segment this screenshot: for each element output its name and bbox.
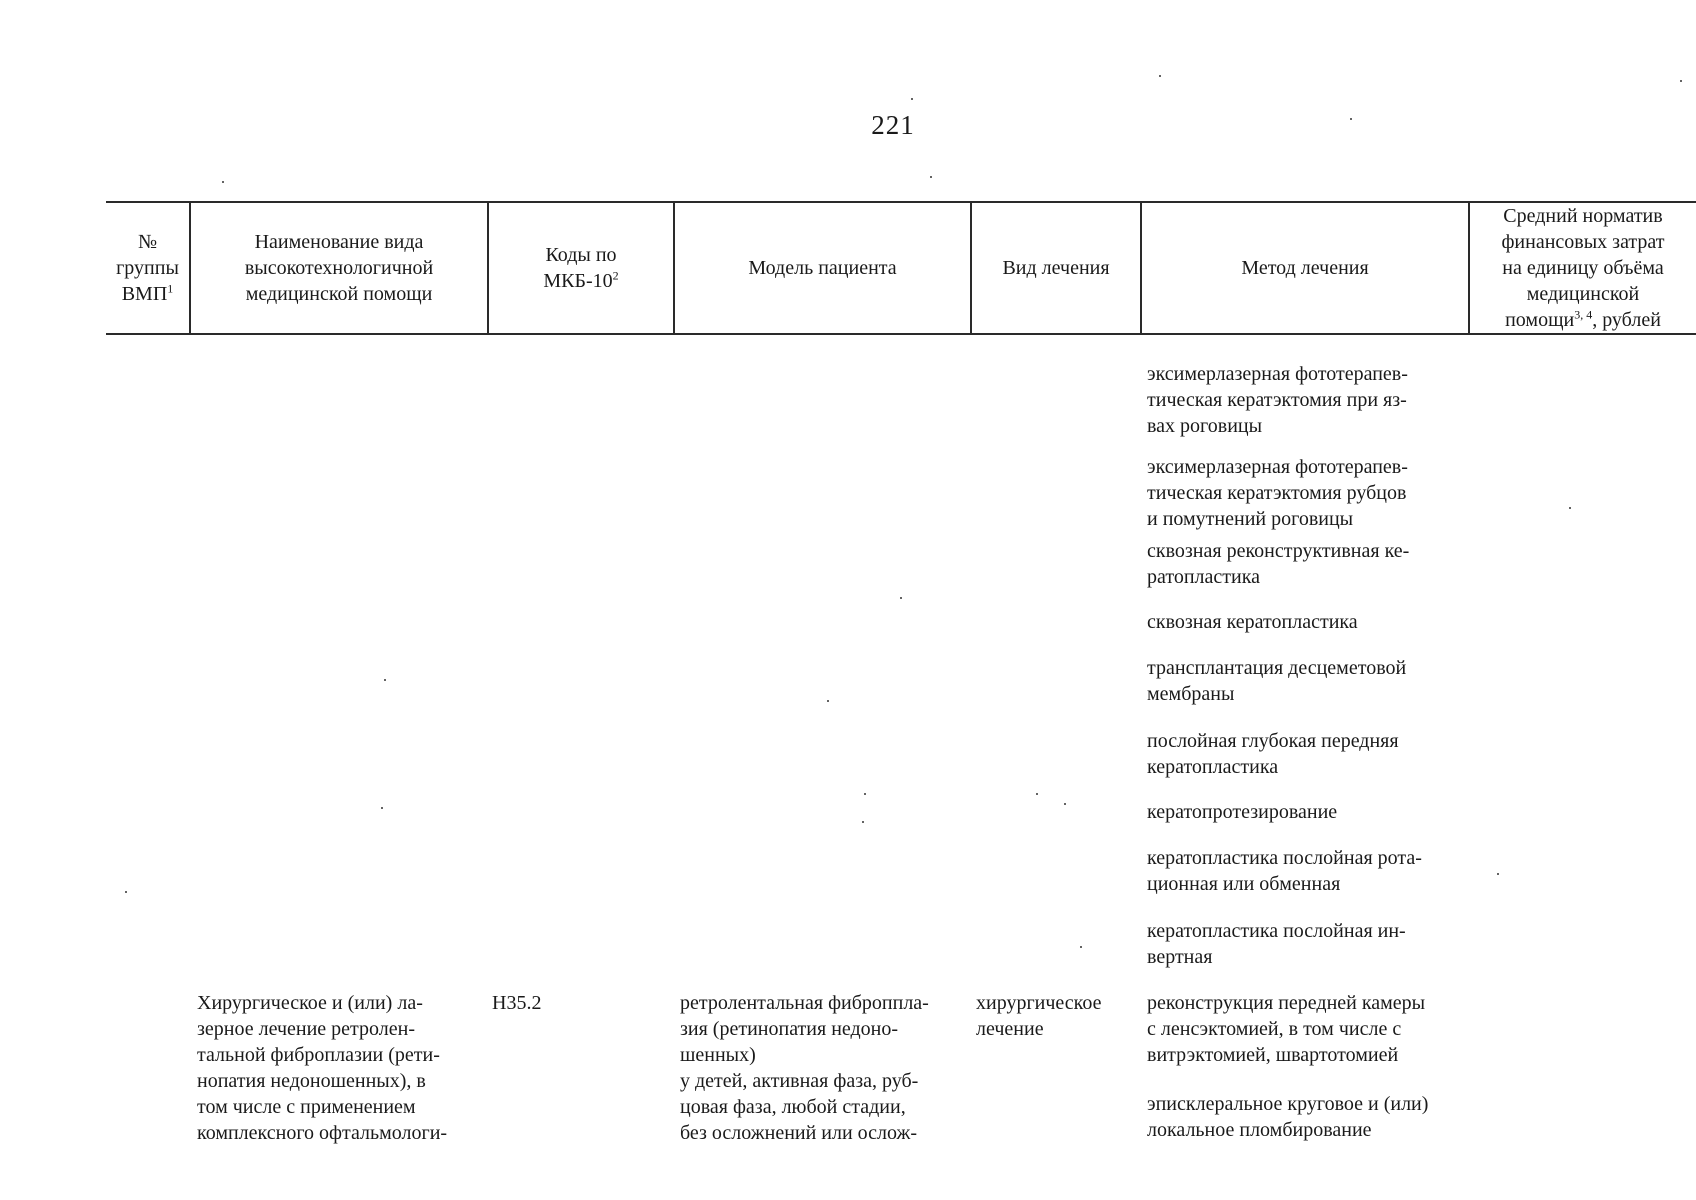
method-item: эписклеральное круговое и (или) локальное пломбирование [1147, 1093, 1429, 1141]
scan-speck [1497, 873, 1499, 875]
method-item: трансплантация десцеметовой мембраны [1147, 657, 1407, 705]
method-item: кератопластика послойная ин- вертная [1147, 920, 1406, 968]
patient-model-cell: ретролентальная фиброппла- зия (ретинопатия недоно- шенных) у детей, активная фаза, руб- цовая фаза, любой стадии, без осложнений или ослож- [680, 992, 929, 1144]
scan-speck [864, 793, 866, 795]
method-item: эксимерлазерная фототерапев- тическая кератэктомия рубцов и помутнений роговицы [1147, 456, 1408, 530]
scan-speck [900, 597, 902, 599]
scan-speck [1080, 946, 1082, 948]
method-item: сквозная реконструктивная ке- ратопластика [1147, 540, 1410, 588]
page-number: 221 [871, 110, 915, 140]
method-item: кератопластика послойная рота- ционная или обменная [1147, 847, 1422, 895]
scan-speck [862, 821, 864, 823]
scan-speck [827, 700, 829, 702]
scan-speck [1680, 80, 1682, 82]
method-item: реконструкция передней камеры с ленсэктомией, в том числе с витрэктомией, швартотомией [1147, 992, 1426, 1066]
method-item: кератопротезирование [1147, 801, 1338, 823]
scan-speck [911, 98, 913, 100]
header-group-number: № группы ВМП$^1$ [106, 202, 190, 334]
method-item: эксимерлазерная фототерапев- тическая кератэктомия при яз- вах роговицы [1147, 363, 1408, 437]
header-vmp-name: Наименование вида высокотехнологичной медицинской помощи [190, 202, 488, 334]
scan-speck [222, 181, 224, 183]
scan-speck [1569, 507, 1571, 509]
header-patient-model: Модель пациента [674, 202, 971, 334]
scan-speck [930, 176, 932, 178]
scan-speck [1350, 118, 1352, 120]
scan-speck [1064, 803, 1066, 805]
treatment-type-cell: хирургическое лечение [976, 992, 1102, 1040]
header-cost-standard: Средний норматив финансовых затрат на единицу объёма медицинской помощи$^{3, 4}$, рублей [1469, 202, 1696, 334]
scan-speck [384, 679, 386, 681]
scan-speck [1159, 75, 1161, 77]
table-header [106, 201, 1696, 335]
header-treatment-type: Вид лечения [971, 202, 1141, 334]
scan-speck [125, 891, 127, 893]
scan-speck [1036, 793, 1038, 795]
header-treatment-method: Метод лечения [1141, 202, 1469, 334]
scan-speck [381, 807, 383, 809]
method-item: сквозная кератопластика [1147, 611, 1358, 633]
method-item: послойная глубокая передняя кератопластика [1147, 730, 1399, 778]
header-icd-codes: Коды по МКБ-$10^2$ [488, 202, 674, 334]
vmp-name-cell: Хирургическое и (или) ла- зерное лечение ретролен- тальной фиброплазии (рети- нопатия недоношенных), в том числе с применением комплексного офтальмологи- [197, 992, 448, 1144]
icd-code-cell: H35.2 [492, 992, 542, 1014]
